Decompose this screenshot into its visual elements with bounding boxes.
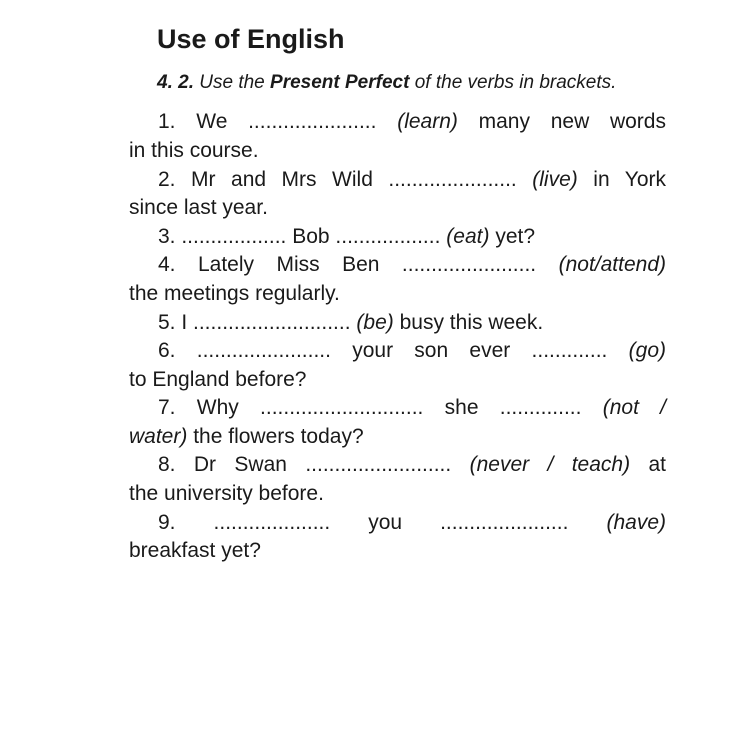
item-7-line-1 xyxy=(129,394,666,422)
item-1-rest: many new words xyxy=(478,110,666,133)
item-4-verb: (not/attend) xyxy=(558,253,666,276)
item-8-continuation: the university before. xyxy=(129,482,324,505)
item-1-line-1 xyxy=(129,108,666,136)
item-8-rest: at xyxy=(648,453,666,476)
item-4-line-2 xyxy=(129,280,666,308)
exercise-number: 4. 2. xyxy=(157,72,194,93)
item-5-line-1 xyxy=(129,309,666,337)
item-2-verb: (live) xyxy=(532,168,578,191)
section-heading: Use of English xyxy=(157,24,345,54)
instruction-text-after: of the verbs in brackets. xyxy=(414,72,617,93)
item-2-continuation: since last year. xyxy=(129,196,268,219)
item-9-verb: (have) xyxy=(606,511,666,534)
item-7-verb-start: (not / xyxy=(602,396,666,419)
item-4-prompt: 4. Lately Miss Ben ....................... xyxy=(158,253,537,276)
item-5-rest: busy this week. xyxy=(399,311,544,334)
item-3-rest: yet? xyxy=(495,225,536,248)
item-9-line-1 xyxy=(129,509,666,537)
item-9-prompt: 9. .................... you ...................... xyxy=(158,511,569,534)
item-8-prompt: 8. Dr Swan ......................... xyxy=(158,453,452,476)
item-6-continuation: to England before? xyxy=(129,368,307,391)
item-8-line-1 xyxy=(129,451,666,479)
item-9-continuation: breakfast yet? xyxy=(129,539,261,562)
item-6-line-2 xyxy=(129,366,666,394)
item-9-line-2 xyxy=(129,537,666,565)
item-2-prompt: 2. Mr and Mrs Wild ...................... xyxy=(158,168,517,191)
item-2-rest: in York xyxy=(593,168,667,191)
item-8-verb: (never / teach) xyxy=(469,453,631,476)
item-3-verb: (eat) xyxy=(446,225,490,248)
instruction-bold: Present Perfect xyxy=(270,72,410,93)
item-4-line-1 xyxy=(129,251,666,279)
item-1-line-2 xyxy=(129,137,666,165)
item-6-verb: (go) xyxy=(628,339,666,362)
item-8-line-2 xyxy=(129,480,666,508)
exercise-instruction xyxy=(157,72,616,94)
item-6-prompt: 6. ....................... your son ever ............. xyxy=(158,339,608,362)
item-1-continuation: in this course. xyxy=(129,139,259,162)
item-7-line-2 xyxy=(129,423,666,451)
item-2-line-2 xyxy=(129,194,666,222)
item-1-verb: (learn) xyxy=(397,110,458,133)
item-3-prompt: 3. .................. Bob .................. xyxy=(158,225,441,248)
item-7-prompt: 7. Why ............................ she .............. xyxy=(158,396,582,419)
item-2-line-1 xyxy=(129,166,666,194)
item-7-verb-end: water) xyxy=(129,425,188,448)
instruction-text-before: Use the xyxy=(199,72,265,93)
item-7-continuation: the flowers today? xyxy=(193,425,364,448)
item-6-line-1 xyxy=(129,337,666,365)
item-5-verb: (be) xyxy=(356,311,394,334)
item-3-line-1 xyxy=(129,223,666,251)
item-4-continuation: the meetings regularly. xyxy=(129,282,340,305)
item-1-prompt: 1. We ...................... xyxy=(158,110,377,133)
item-5-prompt: 5. I ........................... xyxy=(158,311,351,334)
